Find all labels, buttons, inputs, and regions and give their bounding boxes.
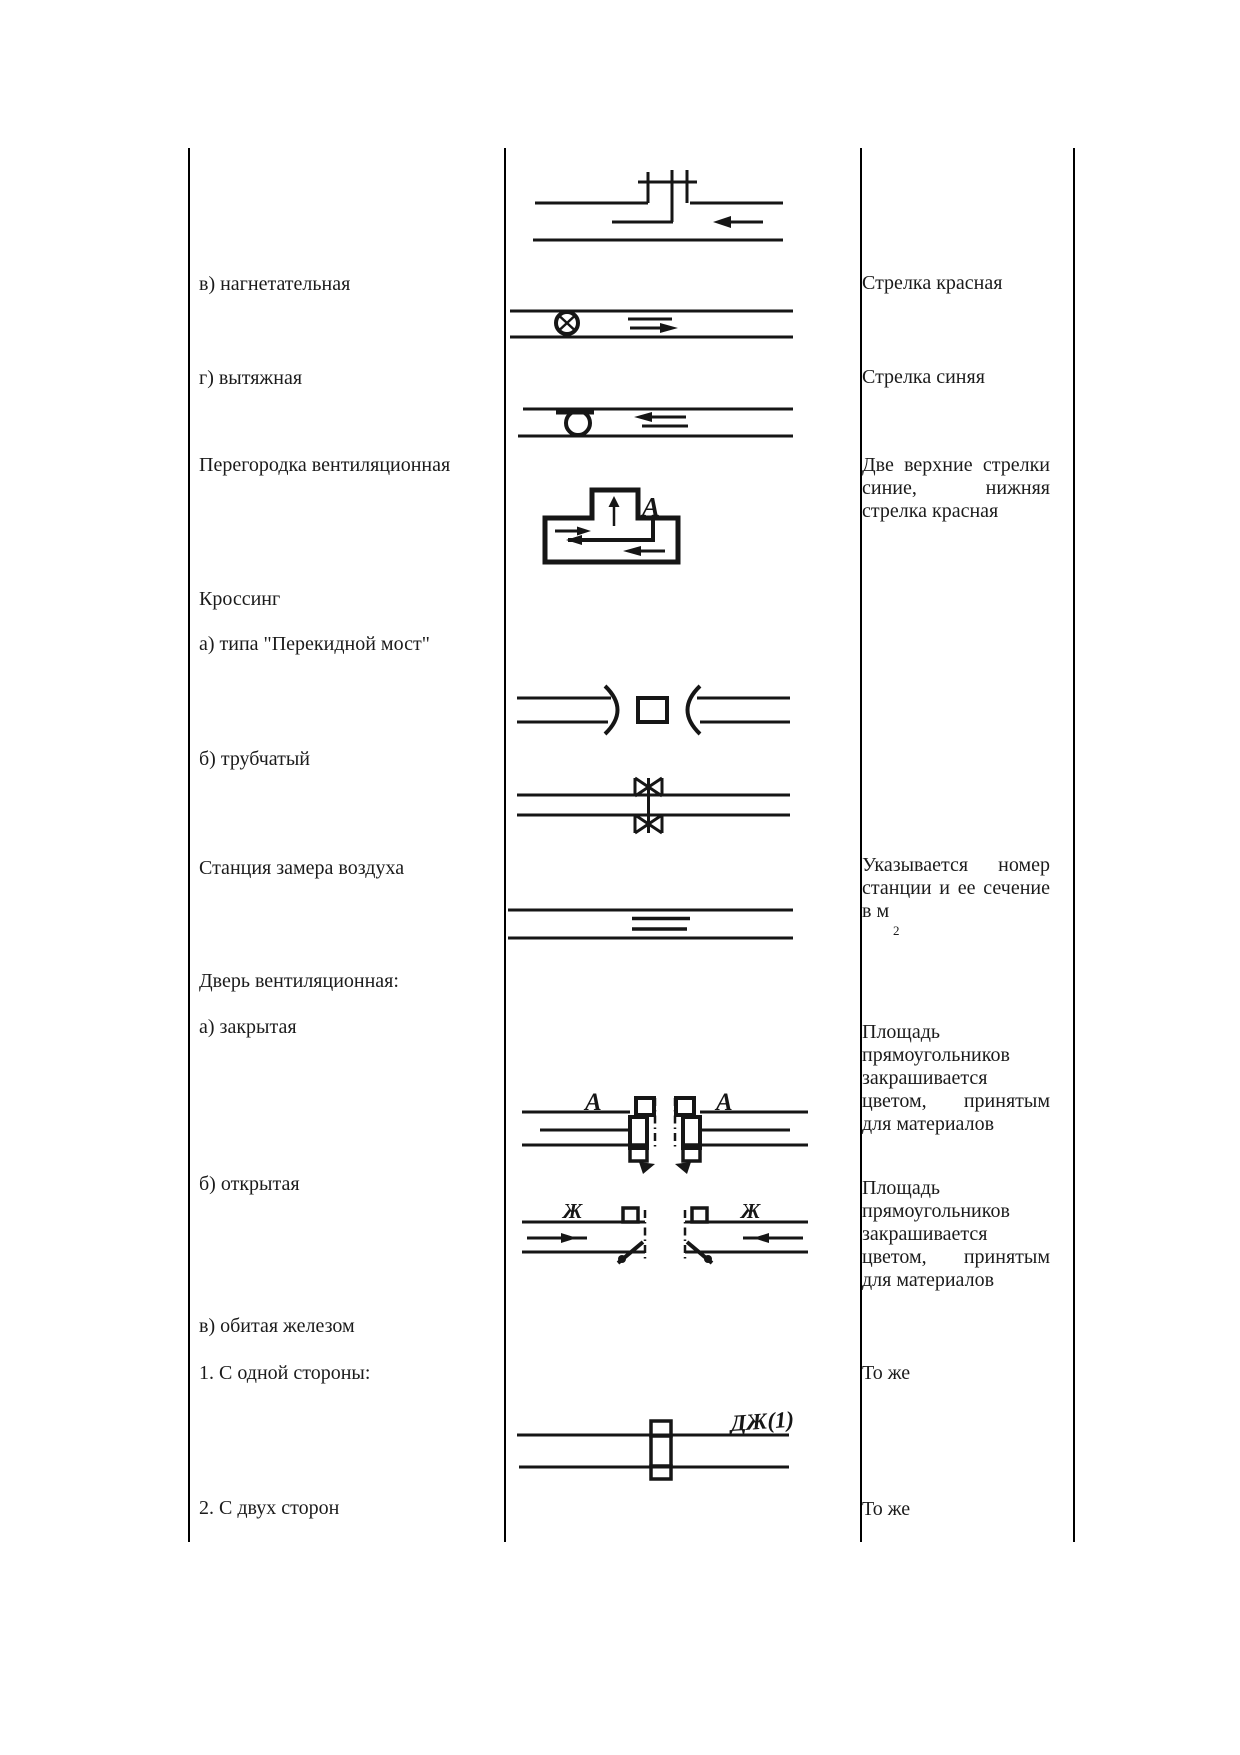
note-line: цветом, принятым [862,1090,1050,1112]
row-label: в) обитая железом [199,1315,355,1337]
row-label: б) трубчатый [199,748,311,770]
row-note [862,1021,1050,1136]
row-note [862,272,1050,295]
symbol-door-open-icon [515,1195,815,1275]
row-label: Дверь вентиляционная: [199,970,399,992]
marker-a: А [716,1089,733,1116]
marker-zh: Ж [563,1199,583,1223]
row-label: 2. С двух сторон [199,1497,340,1519]
row-note [862,1498,1050,1521]
note-line: стрелка красная [862,500,999,522]
note-line: Стрелка красная [862,272,1003,294]
row-label: Кроссинг [199,588,281,610]
note-line: для материалов [862,1113,995,1135]
row-label: Станция замера воздуха [199,857,405,879]
symbol-forcing-fan-icon [500,300,800,345]
symbol-air-duct-branch-icon [515,160,795,250]
row-label: г) вытяжная [199,367,303,389]
row-label: в) нагнетательная [199,273,351,295]
symbol-door-iron-icon [505,1400,815,1485]
note-line: цветом, принятым [862,1246,1050,1268]
marker-dzh: ДЖ(1) [729,1406,795,1436]
marker-a: А [585,1089,602,1116]
note-line: Площадь [862,1177,940,1199]
marker-a: А [642,492,661,522]
table-column-rule [504,148,506,1542]
note-subscript: 2 [893,923,900,938]
note-line: прямоугольников [862,1200,1010,1222]
table-column-rule [188,148,190,1542]
row-note [862,1362,1050,1385]
note-line: То же [862,1498,911,1520]
row-label: а) закрытая [199,1016,297,1038]
row-label: б) открытая [199,1173,300,1195]
note-line: закрашивается [862,1067,988,1089]
row-note [862,454,1050,523]
symbol-crossing-bridge-icon [505,683,800,738]
symbol-door-closed-icon [515,1080,815,1175]
symbol-air-measuring-station-icon [500,900,800,945]
row-label: 1. С одной стороны: [199,1362,371,1384]
table-column-rule [860,148,862,1542]
note-line: синие, нижняя [862,477,1050,499]
note-line: Две верхние стрелки [862,454,1050,476]
note-line: в м [862,900,890,922]
note-line: закрашивается [862,1223,988,1245]
note-line: прямоугольников [862,1044,1010,1066]
note-line: Площадь [862,1021,940,1043]
note-line: Стрелка синяя [862,366,985,388]
row-label: а) типа "Перекидной мост" [199,633,430,655]
row-label: Перегородка вентиляционная [199,454,451,476]
row-note [862,854,1050,923]
row-note [862,1177,1050,1292]
note-line: Указывается номер [862,854,1050,876]
note-line: То же [862,1362,911,1384]
table-column-rule [1073,148,1075,1542]
marker-zh: Ж [741,1199,761,1223]
note-line: для материалов [862,1269,995,1291]
note-line: станции и ее сечение [862,877,1050,899]
symbol-exhaust-fan-icon [500,398,800,446]
symbol-crossing-tube-icon [505,770,800,840]
symbol-ventilation-partition-icon [535,482,685,570]
row-note [862,366,1050,389]
